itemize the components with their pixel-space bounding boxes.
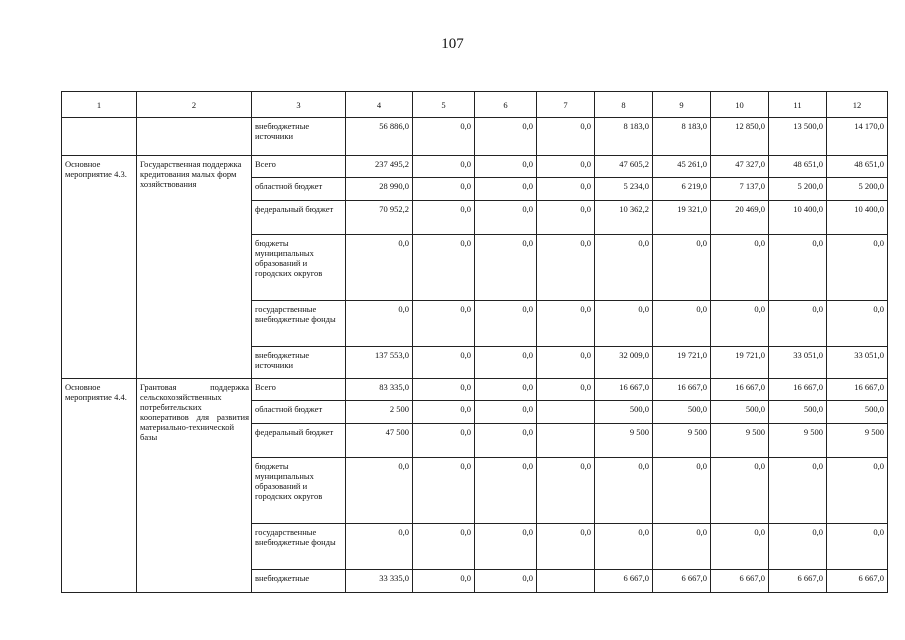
table-row bbox=[62, 156, 888, 178]
column-number-9: 9 bbox=[653, 92, 711, 118]
value-cell: 56 886,0 bbox=[346, 118, 413, 156]
value-cell: 19 721,0 bbox=[711, 347, 769, 379]
value-cell: 9 500 bbox=[827, 424, 888, 458]
value-cell: 0,0 bbox=[475, 570, 537, 593]
value-cell: 33 051,0 bbox=[827, 347, 888, 379]
value-cell: 0,0 bbox=[595, 524, 653, 570]
value-cell: 0,0 bbox=[537, 524, 595, 570]
table-row bbox=[62, 379, 888, 401]
column-number-11: 11 bbox=[769, 92, 827, 118]
value-cell: 500,0 bbox=[595, 401, 653, 424]
value-cell: 48 651,0 bbox=[769, 156, 827, 178]
value-cell: 500,0 bbox=[711, 401, 769, 424]
value-cell: 0,0 bbox=[595, 235, 653, 301]
value-cell: 8 183,0 bbox=[653, 118, 711, 156]
value-cell bbox=[537, 424, 595, 458]
funding-source-cell: Всего bbox=[252, 156, 346, 178]
value-cell: 32 009,0 bbox=[595, 347, 653, 379]
value-cell: 9 500 bbox=[769, 424, 827, 458]
value-cell: 8 183,0 bbox=[595, 118, 653, 156]
value-cell: 9 500 bbox=[653, 424, 711, 458]
value-cell: 47 605,2 bbox=[595, 156, 653, 178]
measure-name-cell bbox=[137, 118, 252, 156]
value-cell: 0,0 bbox=[537, 235, 595, 301]
value-cell: 0,0 bbox=[769, 524, 827, 570]
value-cell: 0,0 bbox=[475, 524, 537, 570]
value-cell: 0,0 bbox=[475, 118, 537, 156]
value-cell: 0,0 bbox=[537, 156, 595, 178]
value-cell: 0,0 bbox=[711, 458, 769, 524]
value-cell: 0,0 bbox=[475, 458, 537, 524]
value-cell: 137 553,0 bbox=[346, 347, 413, 379]
value-cell: 0,0 bbox=[475, 424, 537, 458]
value-cell: 48 651,0 bbox=[827, 156, 888, 178]
value-cell: 70 952,2 bbox=[346, 201, 413, 235]
funding-source-cell: областной бюджет bbox=[252, 401, 346, 424]
value-cell: 0,0 bbox=[827, 235, 888, 301]
column-number-4: 4 bbox=[346, 92, 413, 118]
value-cell: 0,0 bbox=[595, 301, 653, 347]
value-cell: 6 667,0 bbox=[711, 570, 769, 593]
value-cell: 0,0 bbox=[413, 156, 475, 178]
value-cell: 6 667,0 bbox=[827, 570, 888, 593]
value-cell: 5 234,0 bbox=[595, 178, 653, 201]
measure-name-cell: Государственная поддержка кредитования малых форм хозяйствования bbox=[137, 156, 252, 379]
value-cell: 0,0 bbox=[413, 379, 475, 401]
funding-source-cell: государственные внебюджетные фонды bbox=[252, 524, 346, 570]
value-cell: 13 500,0 bbox=[769, 118, 827, 156]
value-cell: 9 500 bbox=[711, 424, 769, 458]
value-cell: 0,0 bbox=[769, 458, 827, 524]
value-cell: 0,0 bbox=[537, 379, 595, 401]
value-cell: 0,0 bbox=[475, 156, 537, 178]
value-cell: 0,0 bbox=[537, 458, 595, 524]
value-cell: 0,0 bbox=[346, 524, 413, 570]
page-number: 107 bbox=[441, 36, 464, 52]
measure-cell: Основное мероприятие 4.3. bbox=[62, 156, 137, 379]
value-cell: 0,0 bbox=[711, 301, 769, 347]
funding-source-cell: областной бюджет bbox=[252, 178, 346, 201]
column-number-1: 1 bbox=[62, 92, 137, 118]
value-cell: 16 667,0 bbox=[711, 379, 769, 401]
value-cell: 0,0 bbox=[537, 347, 595, 379]
value-cell: 5 200,0 bbox=[769, 178, 827, 201]
funding-source-cell: Всего bbox=[252, 379, 346, 401]
value-cell: 6 219,0 bbox=[653, 178, 711, 201]
value-cell: 10 400,0 bbox=[769, 201, 827, 235]
value-cell bbox=[537, 401, 595, 424]
value-cell: 6 667,0 bbox=[769, 570, 827, 593]
value-cell: 47 500 bbox=[346, 424, 413, 458]
value-cell: 0,0 bbox=[653, 458, 711, 524]
value-cell: 33 335,0 bbox=[346, 570, 413, 593]
value-cell: 0,0 bbox=[711, 524, 769, 570]
value-cell: 0,0 bbox=[653, 524, 711, 570]
value-cell: 19 721,0 bbox=[653, 347, 711, 379]
value-cell: 5 200,0 bbox=[827, 178, 888, 201]
value-cell: 19 321,0 bbox=[653, 201, 711, 235]
value-cell: 0,0 bbox=[827, 458, 888, 524]
funding-source-cell: внебюджетные источники bbox=[252, 347, 346, 379]
column-number-12: 12 bbox=[827, 92, 888, 118]
value-cell: 0,0 bbox=[413, 458, 475, 524]
table-body bbox=[62, 92, 888, 593]
value-cell: 16 667,0 bbox=[769, 379, 827, 401]
value-cell: 0,0 bbox=[537, 178, 595, 201]
measure-name-cell: Грантовая поддержка сельскохозяйственных потребительских кооперативов для развития материально-технической базы bbox=[137, 379, 252, 593]
value-cell: 0,0 bbox=[413, 570, 475, 593]
funding-source-cell: бюджеты муниципальных образований и городских округов bbox=[252, 235, 346, 301]
value-cell: 0,0 bbox=[475, 301, 537, 347]
value-cell: 10 400,0 bbox=[827, 201, 888, 235]
value-cell: 2 500 bbox=[346, 401, 413, 424]
value-cell: 0,0 bbox=[475, 379, 537, 401]
funding-source-cell: федеральный бюджет bbox=[252, 424, 346, 458]
value-cell: 0,0 bbox=[413, 401, 475, 424]
column-number-3: 3 bbox=[252, 92, 346, 118]
value-cell: 237 495,2 bbox=[346, 156, 413, 178]
value-cell: 0,0 bbox=[413, 178, 475, 201]
value-cell: 6 667,0 bbox=[653, 570, 711, 593]
value-cell: 12 850,0 bbox=[711, 118, 769, 156]
value-cell: 0,0 bbox=[537, 201, 595, 235]
funding-source-cell: государственные внебюджетные фонды bbox=[252, 301, 346, 347]
value-cell: 0,0 bbox=[346, 301, 413, 347]
funding-source-cell: внебюджетные bbox=[252, 570, 346, 593]
value-cell: 500,0 bbox=[827, 401, 888, 424]
value-cell: 0,0 bbox=[413, 424, 475, 458]
table-row bbox=[62, 118, 888, 156]
value-cell: 0,0 bbox=[413, 118, 475, 156]
value-cell: 0,0 bbox=[711, 235, 769, 301]
value-cell: 0,0 bbox=[413, 301, 475, 347]
value-cell: 0,0 bbox=[346, 235, 413, 301]
value-cell: 0,0 bbox=[475, 347, 537, 379]
value-cell: 83 335,0 bbox=[346, 379, 413, 401]
value-cell: 47 327,0 bbox=[711, 156, 769, 178]
column-number-10: 10 bbox=[711, 92, 769, 118]
value-cell: 14 170,0 bbox=[827, 118, 888, 156]
value-cell: 500,0 bbox=[653, 401, 711, 424]
value-cell: 16 667,0 bbox=[595, 379, 653, 401]
value-cell: 16 667,0 bbox=[827, 379, 888, 401]
funding-source-cell: бюджеты муниципальных образований и городских округов bbox=[252, 458, 346, 524]
value-cell: 0,0 bbox=[595, 458, 653, 524]
column-number-6: 6 bbox=[475, 92, 537, 118]
value-cell: 10 362,2 bbox=[595, 201, 653, 235]
value-cell: 0,0 bbox=[413, 235, 475, 301]
value-cell: 0,0 bbox=[413, 347, 475, 379]
value-cell: 0,0 bbox=[827, 524, 888, 570]
value-cell: 0,0 bbox=[537, 301, 595, 347]
value-cell: 0,0 bbox=[475, 235, 537, 301]
budget-table bbox=[61, 91, 888, 593]
value-cell bbox=[537, 570, 595, 593]
value-cell: 0,0 bbox=[653, 235, 711, 301]
value-cell: 9 500 bbox=[595, 424, 653, 458]
value-cell: 0,0 bbox=[346, 458, 413, 524]
measure-cell: Основное мероприятие 4.4. bbox=[62, 379, 137, 593]
value-cell: 0,0 bbox=[475, 178, 537, 201]
value-cell: 0,0 bbox=[537, 118, 595, 156]
funding-source-cell: федеральный бюджет bbox=[252, 201, 346, 235]
measure-cell bbox=[62, 118, 137, 156]
header-row bbox=[62, 92, 888, 118]
column-number-8: 8 bbox=[595, 92, 653, 118]
value-cell: 0,0 bbox=[769, 235, 827, 301]
value-cell: 45 261,0 bbox=[653, 156, 711, 178]
value-cell: 0,0 bbox=[475, 201, 537, 235]
value-cell: 20 469,0 bbox=[711, 201, 769, 235]
value-cell: 0,0 bbox=[413, 201, 475, 235]
value-cell: 0,0 bbox=[653, 301, 711, 347]
value-cell: 28 990,0 bbox=[346, 178, 413, 201]
column-number-7: 7 bbox=[537, 92, 595, 118]
value-cell: 6 667,0 bbox=[595, 570, 653, 593]
value-cell: 0,0 bbox=[413, 524, 475, 570]
column-number-2: 2 bbox=[137, 92, 252, 118]
value-cell: 33 051,0 bbox=[769, 347, 827, 379]
value-cell: 16 667,0 bbox=[653, 379, 711, 401]
value-cell: 0,0 bbox=[769, 301, 827, 347]
funding-source-cell: внебюджетные источники bbox=[252, 118, 346, 156]
column-number-5: 5 bbox=[413, 92, 475, 118]
value-cell: 500,0 bbox=[769, 401, 827, 424]
value-cell: 0,0 bbox=[475, 401, 537, 424]
value-cell: 7 137,0 bbox=[711, 178, 769, 201]
value-cell: 0,0 bbox=[827, 301, 888, 347]
